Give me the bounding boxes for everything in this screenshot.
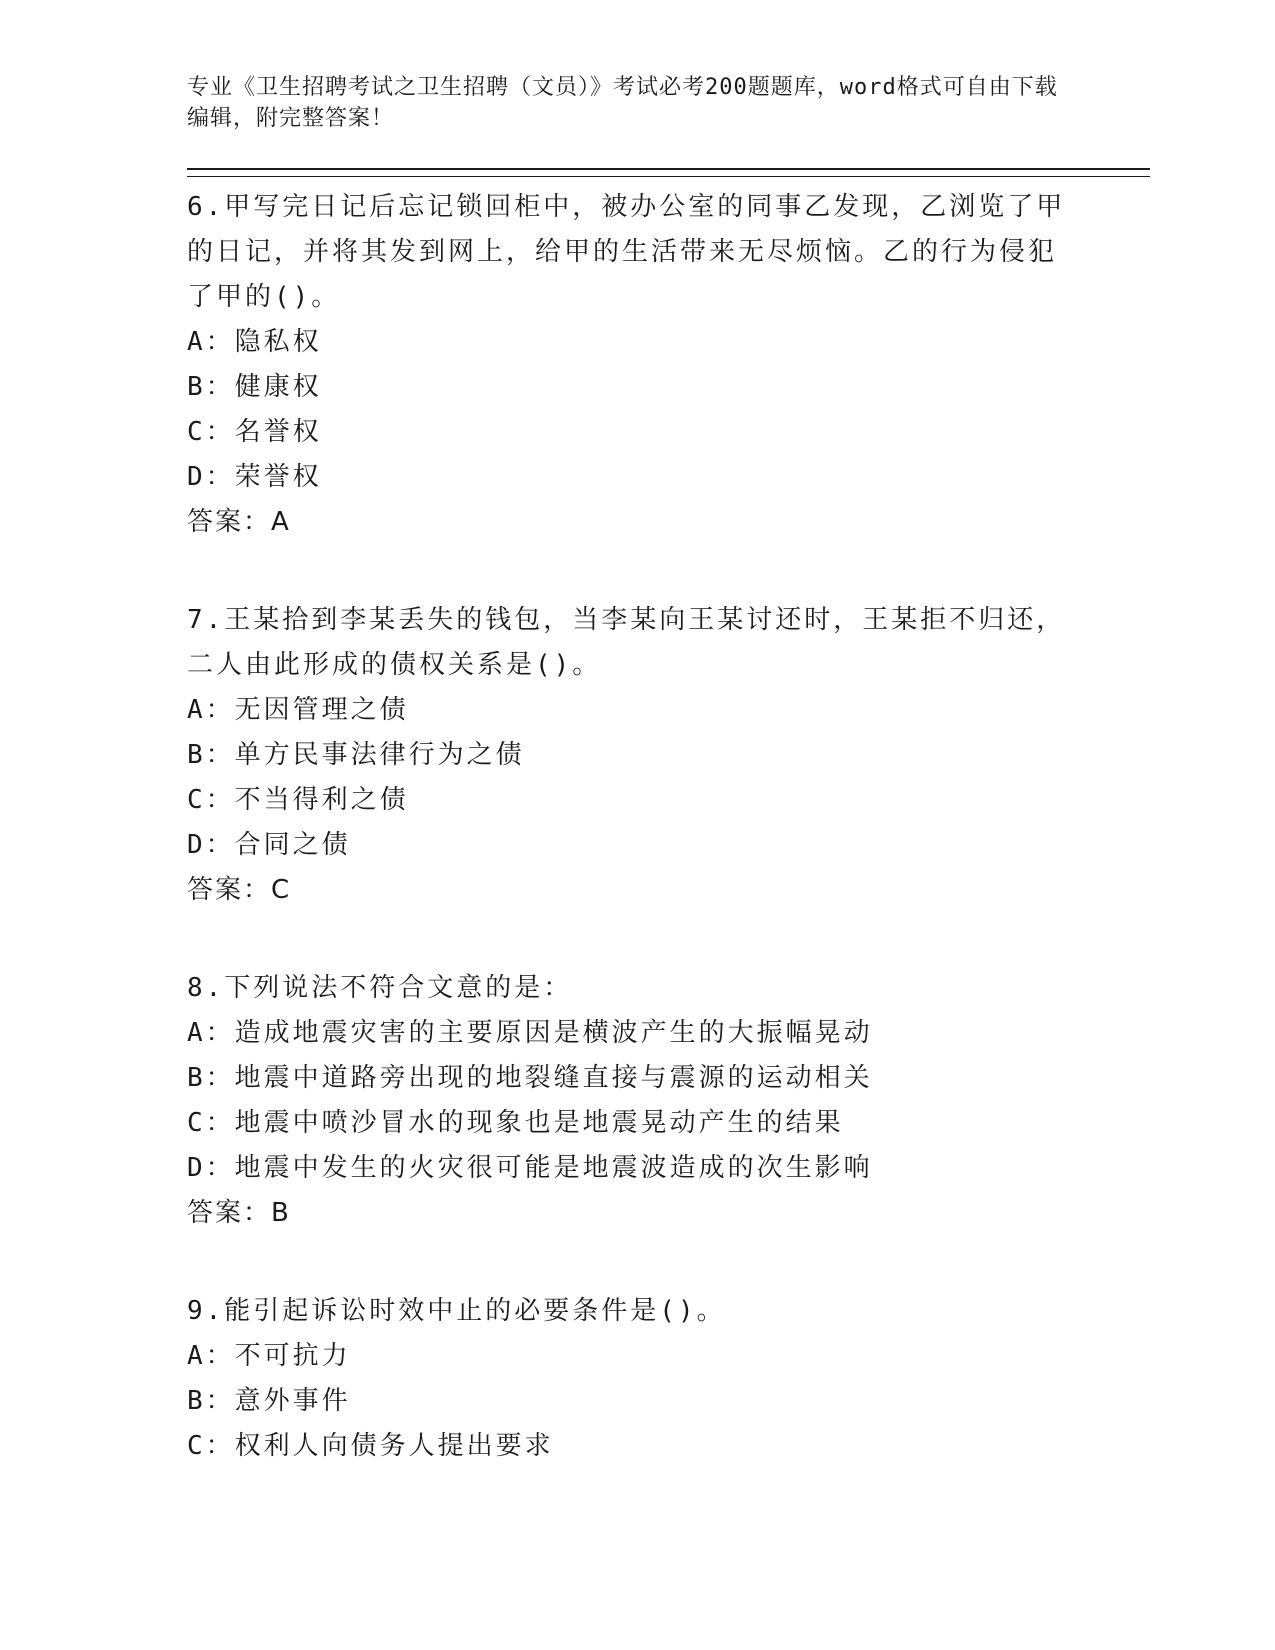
spacer <box>187 1236 1147 1281</box>
option-d: D：合同之债 <box>187 830 351 860</box>
option-c: C：地震中喷沙冒水的现象也是地震晃动产生的结果 <box>187 1108 844 1138</box>
answer: 答案：A <box>187 507 291 537</box>
option-d: D：地震中发生的火灾很可能是地震波造成的次生影响 <box>187 1153 873 1183</box>
option-d: D：荣誉权 <box>187 462 322 492</box>
question-7 <box>187 598 1147 913</box>
question-stem: 7.王某拾到李某丢失的钱包，当李某向王某讨还时，王某拒不归还，二人由此形成的债权关系是()。 <box>187 605 1066 680</box>
option-a: A：隐私权 <box>187 327 322 357</box>
option-c: C：名誉权 <box>187 417 322 447</box>
question-stem: 9.能引起诉讼时效中止的必要条件是()。 <box>187 1296 726 1326</box>
option-b: B：单方民事法律行为之债 <box>187 740 525 770</box>
spacer <box>187 913 1147 958</box>
option-a: A：不可抗力 <box>187 1341 351 1371</box>
header-divider <box>187 168 1150 177</box>
option-a: A：无因管理之债 <box>187 695 409 725</box>
option-c: C：权利人向债务人提出要求 <box>187 1431 554 1461</box>
document-header: 专业《卫生招聘考试之卫生招聘（文员）》考试必考200题题库，word格式可自由下载编辑，附完整答案！ <box>187 75 1058 131</box>
option-a: A：造成地震灾害的主要原因是横波产生的大振幅晃动 <box>187 1018 873 1048</box>
spacer <box>187 545 1147 590</box>
option-b: B：意外事件 <box>187 1386 351 1416</box>
document-page <box>187 72 1147 1469</box>
answer: 答案：C <box>187 875 292 905</box>
question-8 <box>187 966 1147 1236</box>
question-stem: 6.甲写完日记后忘记锁回柜中，被办公室的同事乙发现，乙浏览了甲的日记，并将其发到网上，给甲的生活带来无尽烦恼。乙的行为侵犯了甲的()。 <box>187 192 1066 312</box>
option-c: C：不当得利之债 <box>187 785 409 815</box>
option-b: B：健康权 <box>187 372 322 402</box>
question-6 <box>187 185 1147 545</box>
option-b: B：地震中道路旁出现的地裂缝直接与震源的运动相关 <box>187 1063 873 1093</box>
question-stem: 8.下列说法不符合文意的是： <box>187 973 573 1003</box>
answer: 答案：B <box>187 1198 291 1228</box>
question-9 <box>187 1289 1147 1469</box>
